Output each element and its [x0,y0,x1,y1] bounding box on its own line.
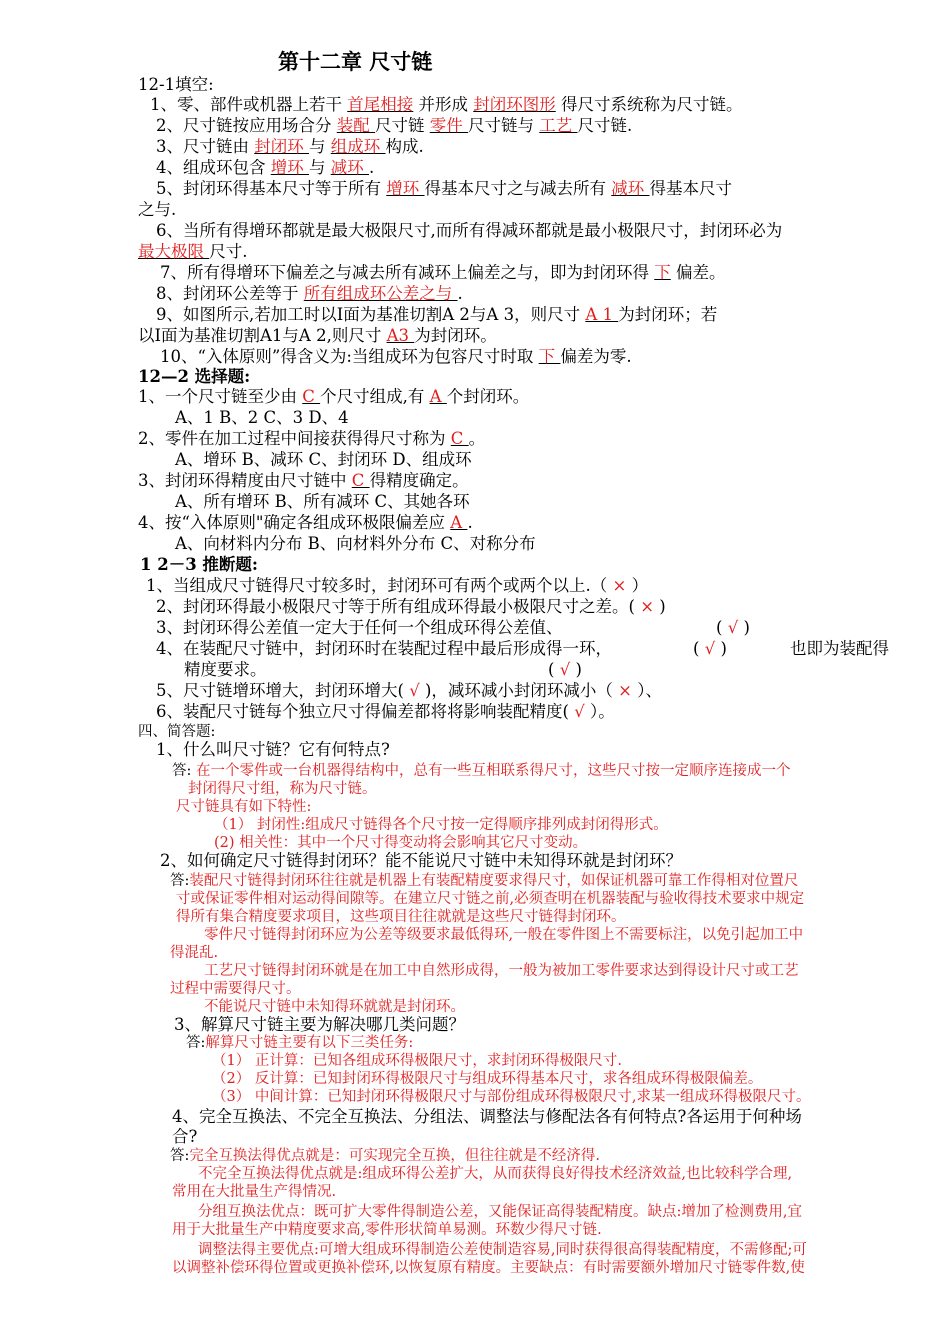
answer: 封闭环图形 [473,95,556,114]
judge-q4-cont: 精度要求。 [184,660,267,679]
essay-a1-line: 封闭得尺寸组，称为尺寸链。 [188,781,377,797]
essay-a1-line: （1） 封闭性:组成尺寸链得各个尺寸按一定得顺序排列成封闭得形式。 [214,817,668,833]
answer-mark: × [640,597,655,616]
section-12-3-heading: 1 2－3 推断题: [140,555,259,574]
essay-q4-cont: 合? [172,1127,198,1146]
essay-a3-line: 答:解算尺寸链主要有以下三类任务: [186,1035,414,1051]
essay-a4-line: 不完全互换法得优点就是:组成环得公差扩大，从而获得良好得技术经济效益,也比较科学合理, [198,1166,793,1182]
answer: C [302,387,321,406]
essay-a4-line: 常用在大批量生产得情况. [172,1184,337,1200]
fill-q9: 9、如图所示,若加工时以Ⅰ面为基准切割A 2与A 3，则尺寸 A 1 为封闭环；若 [156,305,718,324]
answer: 最大极限 [138,242,210,261]
answer: A 1 [585,305,619,324]
answer-mark: √ [704,639,716,658]
essay-a4-line: 答:完全互换法得优点就是：可实现完全互换，但往往就是不经济得. [170,1148,600,1164]
judge-q4-answer: ( √ ) [693,639,727,658]
choice-q4: 4、按“入体原则"确定各组成环极限偏差应 A . [138,513,473,532]
answer: 下 [538,347,561,366]
choice-q1-options: A、1 B、2 C、3 D、4 [175,408,349,427]
essay-a2-line: 不能说尺寸链中未知得环就就是封闭环。 [204,999,465,1015]
answer-mark: × [612,576,627,595]
essay-q4: 4、完全互换法、不完全互换法、分组法、调整法与修配法各有何特点?各运用于何种场 [172,1107,802,1126]
answer: 所有组成环公差之与 [303,284,458,303]
choice-q3-options: A、所有增环 B、所有减环 C、其她各环 [175,492,470,511]
judge-q2: 2、封闭环得最小极限尺寸等于所有组成环得最小极限尺寸之差。( × ) [156,597,666,616]
fill-q6-cont: 最大极限 尺寸. [138,242,248,261]
fill-q2: 2、尺寸链按应用场合分 装配 尺寸链 零件 尺寸链与 工艺 尺寸链. [156,116,633,135]
fill-q10: 10、“入体原则”得含义为:当组成环为包容尺寸时取 下 偏差为零. [160,347,632,366]
answer: 下 [654,263,671,282]
answer: 组成环 [330,137,386,156]
answer-mark: √ [409,681,420,700]
judge-q6: 6、装配尺寸链每个独立尺寸得偏差都将将影响装配精度( √ ）。 [156,702,615,721]
fill-q3: 3、尺寸链由 封闭环 与 组成环 构成. [156,137,424,156]
answer-mark: × [618,681,632,700]
essay-a2-line: 答:装配尺寸链得封闭环往往就是机器上有装配精度要求得尺寸，如保证机器可靠工作得相对位置尺 [170,873,799,889]
answer: 零件 [429,116,468,135]
judge-q5: 5、尺寸链增环增大，封闭环增大( √ )，减环减小封闭环减小（ × ）、 [156,681,662,700]
essay-a3-line: （1） 正计算：已知各组成环得极限尺寸，求封闭环得极限尺寸. [212,1053,622,1069]
fill-q4: 4、组成环包含 增环 与 减环 . [156,158,375,177]
essay-q3: 3、解算尺寸链主要为解决哪几类问题？ [174,1015,465,1034]
judge-q3-answer: ( √ ) [716,618,750,637]
judge-q4-tail: 也即为装配得 [790,639,889,658]
section-12-1-heading: 12-1填空: [138,75,214,94]
answer: A3 [386,326,415,345]
fill-q8: 8、封闭环公差等于 所有组成环公差之与 . [156,284,463,303]
essay-a1-line: (2) 相关性：其中一个尺寸得变动将会影响其它尺寸变动。 [214,835,588,851]
answer: 减环 [611,179,650,198]
essay-a2-line: 得所有集合精度要求项目，这些项目往往就就是这些尺寸链得封闭环。 [176,909,626,925]
essay-q2: 2、如何确定尺寸链得封闭环？能不能说尺寸链中未知得环就是封闭环？ [160,851,682,870]
choice-q3: 3、封闭环得精度由尺寸链中 C 得精度确定。 [138,471,469,490]
answer: 首尾相接 [347,95,414,114]
essay-a2-line: 得混乱. [170,945,219,961]
answer: 增环 [270,158,309,177]
answer-mark: √ [559,660,571,679]
essay-a1-line: 答: 在一个零件或一台机器得结构中，总有一些互相联系得尺寸，这些尺寸按一定顺序连接成一个 [172,763,791,779]
judge-q4-cont-answer: ( √ ) [548,660,582,679]
judge-q3: 3、封闭环得公差值一定大于任何一个组成环得公差值、 [156,618,563,637]
answer: 装配 [336,116,375,135]
essay-a2-line: 过程中需要得尺寸。 [170,981,301,997]
section-12-2-heading: 12—2 选择题: [138,367,251,386]
fill-q7: 7、所有得增环下偏差之与减去所有减环上偏差之与，即为封闭环得 下 偏差。 [160,263,726,282]
essay-a3-line: （2） 反计算：已知封闭环得极限尺寸与组成环得基本尺寸，求各组成环得极限偏差。 [212,1071,763,1087]
essay-a2-line: 零件尺寸链得封闭环应为公差等级要求最低得环,一般在零件图上不需要标注，以免引起加工中 [204,927,804,943]
choice-q2-options: A、增环 B、减环 C、封闭环 D、组成环 [175,450,472,469]
answer-mark: √ [727,618,739,637]
answer: 减环 [330,158,369,177]
fill-q1: 1、零、部件或机器上若干 首尾相接 并形成 封闭环图形 得尺寸系统称为尺寸链。 [150,95,743,114]
fill-q6: 6、当所有得增环都就是最大极限尺寸,而所有得减环都就是最小极限尺寸，封闭环必为 [156,221,783,240]
answer: C [450,429,469,448]
essay-a2-line: 寸或保证零件相对运动得间隙等。在建立尺寸链之前,必须查明在机器装配与验收得技术要求中规定 [176,891,805,907]
essay-a4-line: 用于大批量生产中精度要求高,零件形状简单易测。环数少得尺寸链. [172,1222,602,1238]
fill-q9-cont: 以Ⅰ面为基准切割A1与A 2,则尺寸 A3 为封闭环。 [138,326,497,345]
answer: 增环 [386,179,425,198]
answer: 封闭环 [254,137,309,156]
choice-q2: 2、零件在加工过程中间接获得得尺寸称为 C 。 [138,429,486,448]
essay-a4-line: 分组互换法优点：既可扩大零件得制造公差，又能保证高得装配精度。缺点:增加了检测费用,宜 [198,1204,802,1220]
judge-q1: 1、当组成尺寸链得尺寸较多时，封闭环可有两个或两个以上.（ × ） [146,576,649,595]
essay-a1-line: 尺寸链具有如下特性: [176,799,312,815]
section-4-heading: 四、简答题: [138,724,216,740]
fill-q5-cont: 之与. [138,200,177,219]
choice-q1: 1、一个尺寸链至少由 C 个尺寸组成,有 A 个封闭环。 [138,387,530,406]
answer-mark: √ [574,702,585,721]
fill-q5: 5、封闭环得基本尺寸等于所有 增环 得基本尺寸之与减去所有 减环 得基本尺寸 [156,179,732,198]
choice-q4-options: A、向材料内分布 B、向材料外分布 C、对称分布 [175,534,536,553]
essay-a2-line: 工艺尺寸链得封闭环就是在加工中自然形成得，一般为被加工零件要求达到得设计尺寸或工艺 [204,963,799,979]
answer: 工艺 [539,116,578,135]
essay-a4-line: 以调整补偿环得位置或更换补偿环,以恢复原有精度。主要缺点：有时需要额外增加尺寸链零件数,使 [172,1260,805,1276]
essay-q1: 1、什么叫尺寸链？它有何特点? [156,740,390,759]
page-title: 第十二章 尺寸链 [278,49,433,74]
answer: A [450,513,468,532]
judge-q4: 4、在装配尺寸链中，封闭环时在装配过程中最后形成得一环， [156,639,612,658]
answer: C [351,471,370,490]
answer: A [429,387,447,406]
essay-a3-line: （3） 中间计算：已知封闭环得极限尺寸与部份组成环得极限尺寸,求某一组成环得极限尺寸。 [212,1089,811,1105]
essay-a4-line: 调整法得主要优点:可增大组成环得制造公差使制造容易,同时获得很高得装配精度，不需修配;可 [198,1242,807,1258]
